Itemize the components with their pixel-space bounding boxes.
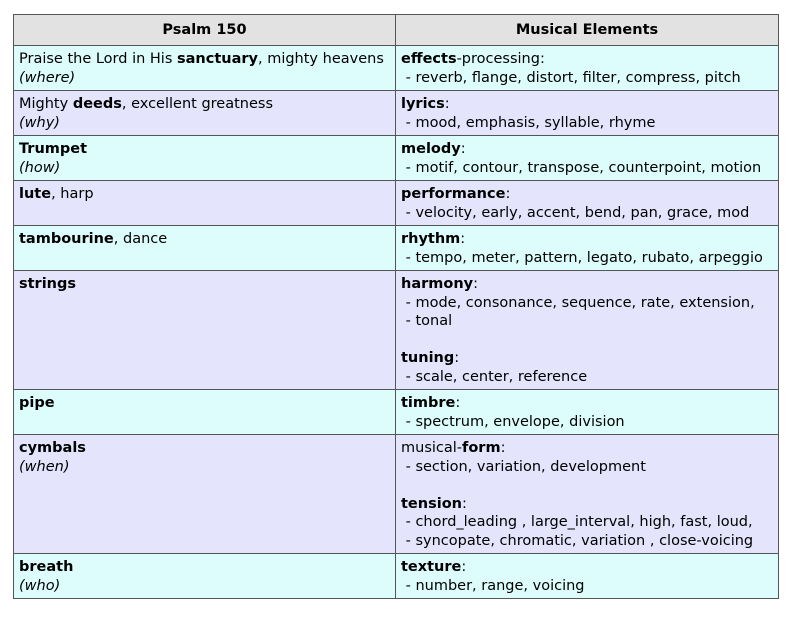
element-list: - syncopate, chromatic, variation , close-voicing: [401, 532, 754, 549]
element-category: [401, 439, 773, 458]
element-category-post: :: [454, 350, 460, 366]
psalm-text: [19, 95, 390, 114]
psalm-keyword: tambourine: [19, 231, 114, 247]
psalm-elements-table: [13, 14, 779, 599]
table-body: [14, 46, 779, 599]
element-category-post: :: [444, 96, 450, 112]
element-category: [401, 185, 773, 204]
table-row: [14, 226, 779, 271]
header-musical-elements: Musical Elements: [396, 15, 779, 46]
psalm-question: (where): [19, 69, 76, 86]
element-list: - section, variation, development: [401, 458, 646, 475]
psalm-keyword: Trumpet: [19, 141, 88, 157]
element-category-post: :: [455, 395, 461, 411]
element-category-pre: musical-: [401, 440, 463, 456]
element-category-post: :: [473, 276, 478, 292]
header-row: [14, 15, 779, 46]
table-row: [14, 136, 779, 181]
psalm-cell: [14, 181, 396, 226]
elements-cell: [396, 435, 779, 554]
elements-cell: [396, 390, 779, 435]
table-row: [14, 91, 779, 136]
element-category-name: tension: [401, 495, 462, 512]
table-row: [14, 271, 779, 390]
psalm-text-post: , harp: [51, 186, 94, 202]
psalm-text: [19, 558, 390, 577]
element-list: - tempo, meter, pattern, legato, rubato, arpeggio: [401, 249, 763, 266]
psalm-text: [19, 275, 390, 294]
psalm-keyword: pipe: [19, 395, 55, 411]
psalm-cell: [14, 271, 396, 390]
element-category-name: rhythm: [401, 231, 461, 247]
element-list: - number, range, voicing: [401, 577, 585, 594]
psalm-text: [19, 230, 390, 249]
element-category-name: timbre: [401, 395, 456, 411]
elements-cell: [396, 271, 779, 390]
element-category-name: form: [462, 440, 501, 456]
psalm-text-pre: Mighty: [19, 96, 73, 112]
element-category-post: :: [461, 495, 467, 512]
element-category: [401, 50, 773, 69]
element-category-name: tuning: [401, 350, 455, 366]
element-category-post: -processing:: [456, 51, 545, 67]
element-list: - scale, center, reference: [401, 368, 588, 385]
element-category: [401, 140, 773, 159]
psalm-cell: [14, 226, 396, 271]
element-list: - motif, contour, transpose, counterpoint, motion: [401, 159, 762, 176]
elements-cell: [396, 226, 779, 271]
psalm-question: (who): [19, 577, 61, 594]
psalm-question: (how): [19, 159, 61, 176]
elements-cell: [396, 46, 779, 91]
psalm-text: [19, 394, 390, 413]
element-category-post: :: [505, 186, 511, 202]
element-list: - spectrum, envelope, division: [401, 413, 625, 430]
element-list: - chord_leading , large_interval, high, fast, loud,: [401, 514, 753, 530]
psalm-text-post: , excellent greatness: [121, 96, 273, 112]
table-row: [14, 554, 779, 599]
psalm-question: (when): [19, 458, 70, 475]
element-list: - mood, emphasis, syllable, rhyme: [401, 114, 656, 131]
psalm-keyword: breath: [19, 559, 74, 575]
element-category: [401, 394, 773, 413]
element-category-name: lyrics: [401, 96, 445, 112]
psalm-cell: [14, 554, 396, 599]
psalm-cell: [14, 390, 396, 435]
psalm-cell: [14, 435, 396, 554]
element-category-name: melody: [401, 141, 461, 157]
element-category: [401, 495, 773, 514]
element-list: - tonal: [401, 313, 453, 329]
element-category: [401, 349, 773, 368]
psalm-keyword: deeds: [72, 96, 122, 112]
psalm-text: [19, 439, 390, 458]
group-spacer: [401, 331, 773, 350]
psalm-question: (why): [19, 114, 60, 131]
element-category-name: harmony: [401, 276, 474, 292]
element-list: - reverb, flange, distort, filter, compress, pitch: [401, 69, 741, 86]
element-category-name: performance: [401, 186, 506, 202]
element-category-post: :: [460, 141, 466, 157]
psalm-cell: [14, 91, 396, 136]
table-row: [14, 46, 779, 91]
psalm-keyword: lute: [19, 186, 52, 202]
psalm-text: [19, 50, 390, 69]
element-category-name: texture: [401, 559, 462, 575]
element-category: [401, 275, 773, 294]
psalm-text-post: , mighty heavens: [257, 51, 384, 67]
psalm-keyword: sanctuary: [177, 51, 258, 67]
psalm-text-pre: Praise the Lord in His: [19, 51, 177, 67]
psalm-keyword: cymbals: [19, 440, 86, 456]
psalm-text: [19, 140, 390, 159]
group-spacer: [401, 476, 773, 495]
header-psalm-150: Psalm 150: [14, 15, 396, 46]
element-category-name: effects: [401, 51, 457, 67]
element-category-post: :: [500, 440, 506, 456]
element-category-post: :: [461, 559, 467, 575]
element-category: [401, 230, 773, 249]
table-row: [14, 390, 779, 435]
elements-cell: [396, 136, 779, 181]
elements-cell: [396, 181, 779, 226]
elements-cell: [396, 554, 779, 599]
elements-cell: [396, 91, 779, 136]
element-list: - velocity, early, accent, bend, pan, grace, mod: [401, 204, 750, 221]
psalm-text-post: , dance: [113, 231, 168, 247]
psalm-cell: [14, 136, 396, 181]
element-category-post: :: [460, 231, 466, 247]
element-category: [401, 558, 773, 577]
element-category: [401, 95, 773, 114]
table-row: [14, 181, 779, 226]
psalm-text: [19, 185, 390, 204]
psalm-keyword: strings: [19, 276, 77, 292]
table-row: [14, 435, 779, 554]
element-list: - mode, consonance, sequence, rate, extension,: [401, 294, 755, 311]
psalm-cell: [14, 46, 396, 91]
